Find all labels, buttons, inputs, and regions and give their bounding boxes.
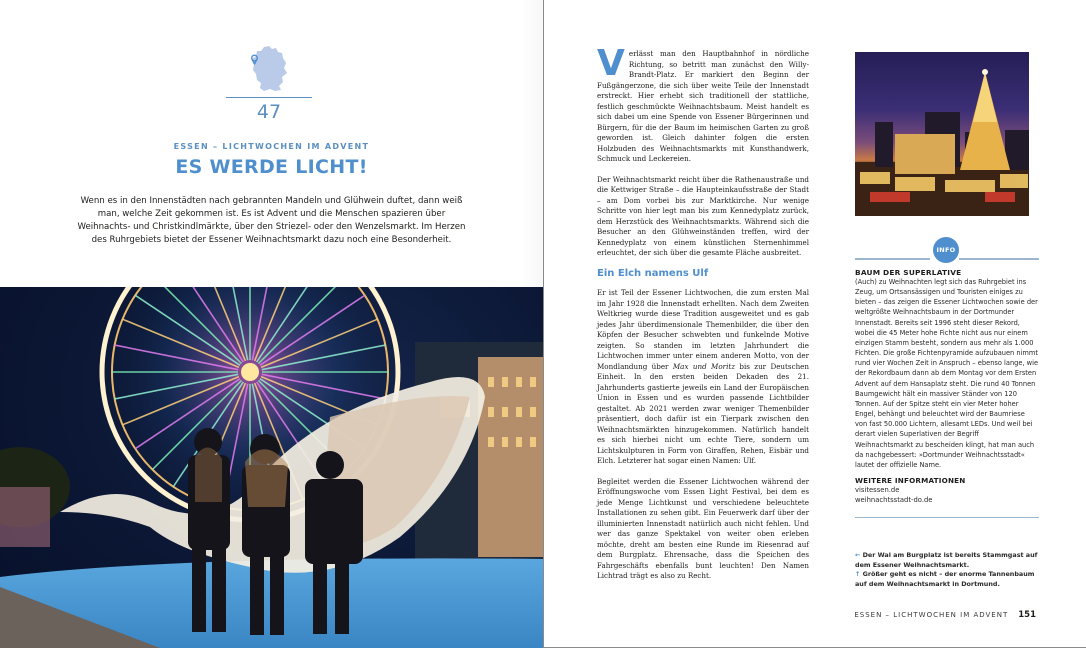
info-bottom-rule <box>855 517 1039 519</box>
photo-captions <box>855 551 1039 589</box>
link-visitessen[interactable]: visitessen.de <box>855 485 900 494</box>
paragraph-4: Begleitet werden die Essener Lichtwochen während der Eröffnungswoche vom Essen Light Festival, bei dem es jede Menge Lichtkunst und verschiedene beleuchtete Installationen zu sehen gibt. Ein Feuerwerk darf über der illuminierten Innenstadt natürlich auch nicht fehlen. Und wer das ganze Spektakel von weiter oben erleben möchte, dreht am besten eine Runde im Riesenrad auf dem Burgplatz. Ehrensache, dass die Speichen des Fahrgeschäfts ebenfalls bunt leuchten! Den Namen Lichtrad trägt es also zu Recht. <box>597 476 809 580</box>
drop-cap: V <box>597 43 625 84</box>
caption-tree-text: Größer geht es nicht – der enorme Tannenbaum auf dem Weihnachtsmarkt in Dortmund. <box>855 570 1035 588</box>
section-subheading: Ein Elch namens Ulf <box>597 267 709 279</box>
info-title: BAUM DER SUPERLATIVE <box>855 268 962 277</box>
right-page <box>543 0 1086 648</box>
intro-paragraph: Wenn es in den Innenstädten nach gebrannten Mandeln und Glühwein duftet, dann weiß man, welche Zeit gekommen ist. Es ist Advent und die Menschen spazieren über Weihnachts- und Christkindlmärkte, über den Striezel- oder den Wenzelsmarkt. Im Herzen des Ruhrgebiets bietet der Essener Weihnachtsmarkt dazu noch eine Besonderheit. <box>77 196 466 245</box>
page-title: ES WERDE LICHT! <box>175 156 368 178</box>
page-footer <box>854 610 1036 620</box>
info-header <box>855 237 1039 265</box>
main-text-column <box>597 43 809 592</box>
caption-whale-text: Der Wal am Burgplatz ist bereits Stammgast auf dem Essener Weihnachtsmarkt. <box>855 551 1038 569</box>
info-text: (Auch) zu Weihnachten legt sich das Ruhrgebiet ins Zeug, um Ortsansässigen und Touristen einiges zu bieten – das zeigen die Essener Lichtwochen sowie der weltgrößte Weihnachtsbaum in der Dortmunder Innenstadt. Bereits seit 1996 steht dieser Rekord, wobei die 45 Meter hohe Fichte nicht aus nur einem einzigen Stamm besteht, sondern aus mehr als 1.000 Fichten. Die große Fichtenpyramide aufzubauen nimmt rund vier Wochen Zeit in Anspruch – ebenso lange, wie der Rekordbaum dann ab dem Montag vor dem Ersten Advent auf dem Hansaplatz steht. Die rund 40 Tonnen Baumgewicht hält ein massiver Ständer von 120 Tonnen. Auf der Spitze steht ein vier Meter hoher Engel, behängt und beleuchtet wird der Baumriese von fast 50.000 Lichtern, allesamt LEDs. Und weil bei derart vielen Superlativen der Begriff Weihnachtsmarkt zu bescheiden klingt, hat man auch da nachgebessert: »Dortmunder Weihnachtsstadt« lautet der offizielle Name. <box>855 278 1039 469</box>
chapter-kicker: ESSEN – LICHTWOCHEN IM ADVENT <box>173 142 370 151</box>
chapter-number-rule <box>226 97 312 98</box>
paragraph-3-text-b: bis zur Deutschen Einheit. In den ersten beiden Dekaden des 21. Jahrhunderts gastierte jeweils ein Land der Europäischen Union in Essen und es wurden passende Lichtbilder gestaltet. Ab 2021 werden zwar weniger Themenbilder präsentiert, doch dafür ist ein Tierpark zwischen den Weihnachtsmärkten hinzugekommen. Natürlich handelt es sich hierbei nicht um echte Tiere, sondern um Lichtskulpturen in Form von Giraffen, Rehen, Eisbär und Elch. Letzterer hat sogar einen Namen: Ulf. <box>597 361 809 465</box>
info-rule-left <box>855 258 930 260</box>
paragraph-1-text: erlässt man den Hauptbahnhof in nördliche Richtung, so betritt man zunächst den Willy-Brandt-Platz. Er markiert den Beginn der Fußgängerzone, die sich über weite Teile der Innenstadt erstreckt. Hier erhebt sich traditionell der stattliche, festlich geschmückte Weihnachtsbaum. Meist handelt es sich dabei um eine Spende von Essener Bürgerinnen und Bürgern, für die der Baum im heimischen Garten zu groß geworden ist. Gleich dahinter folgen die ersten Holzbuden des Weihnachtsmarkts mit Kunsthandwerk, Schmuck und Leckereien. <box>597 49 809 163</box>
paragraph-3 <box>597 288 809 467</box>
link-weihnachtsstadt-do[interactable]: weihnachtsstadt-do.de <box>855 496 933 505</box>
photo-whale-ferris-wheel <box>0 287 543 648</box>
caption-tree <box>855 570 1039 589</box>
arrow-up-icon: ↑ <box>855 570 861 578</box>
book-title-italic: Max und Moritz <box>672 361 735 371</box>
caption-whale <box>855 551 1039 570</box>
more-info-heading: WEITERE INFORMATIONEN <box>855 475 966 485</box>
page-number: 151 <box>1018 610 1036 620</box>
info-box <box>855 237 1039 518</box>
tree-photo-illustration <box>855 52 1029 216</box>
info-badge: INFO <box>933 237 959 263</box>
paragraph-1 <box>597 43 809 165</box>
germany-map-icon <box>249 46 289 92</box>
chapter-marker <box>226 46 312 124</box>
photo-dortmund-christmas-tree <box>855 52 1029 216</box>
paragraph-2: Der Weihnachtsmarkt reicht über die Rathenaustraße und die Kettwiger Straße – die Haupteinkaufsstraße der Stadt – am Dom vorbei bis zur Marktkirche. Nur wenige Schritte von hier legt man bis zum Kennedyplatz zurück, dem Herzstück des Weihnachtsmarkts. Während sich die Besucher an den Glühweinständen treffen, wird der Kennedyplatz von einem künstlichen Sternenhimmel erleuchtet, der sich über die gesamte Fläche ausbreitet. <box>597 174 809 257</box>
whale-photo-illustration <box>0 287 543 648</box>
arrow-left-icon: ← <box>855 551 861 559</box>
info-rule-right <box>959 258 1039 260</box>
chapter-number: 47 <box>256 101 282 123</box>
paragraph-3-text-a: Er ist Teil der Essener Lichtwochen, die zum ersten Mal im Jahr 1928 die Innenstadt erhellten. Nach dem Zweiten Weltkrieg wurde diese Tradition ausgeweitet und es gab jedes Jahr überdimensionale Themenbilder, die über den Köpfen der Besucher schwebten und funkelnde Motive zeigten. So standen im letzten Jahrhundert die Lichtwochen immer unter einem anderen Motto, von der Mondlandung über <box>597 288 809 371</box>
running-title: ESSEN – LICHTWOCHEN IM ADVENT <box>854 611 1009 619</box>
